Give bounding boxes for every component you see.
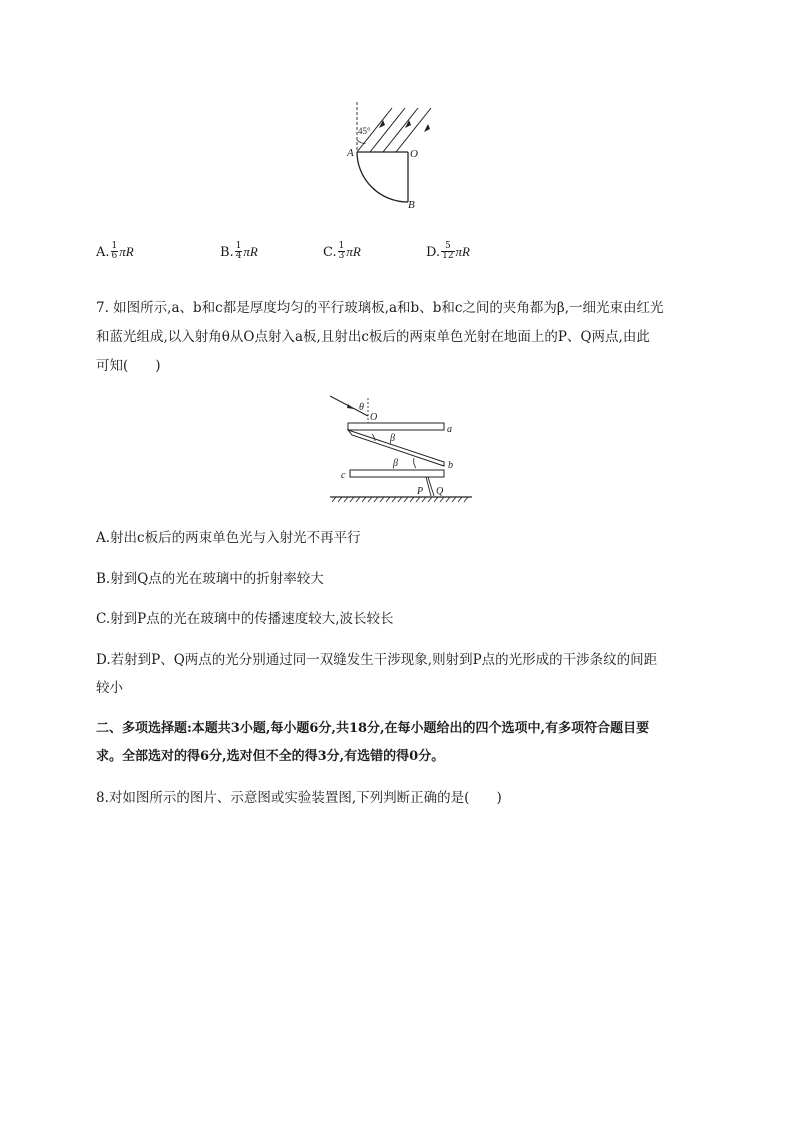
figure-semicircle — [340, 100, 440, 212]
plate-c-label: c — [341, 470, 346, 481]
angle-arc-beta-2 — [414, 458, 416, 468]
plate-a — [348, 423, 444, 430]
q7-option-d-line-1: D.若射到P、Q两点的光分别通过同一双缝发生干涉现象,则射到P点的光形成的干涉条纹的间距 — [96, 652, 658, 668]
arrow-icon — [424, 124, 430, 132]
point-a-label: A — [347, 147, 354, 159]
option-c: C. $\frac{1}{3}$ πR — [323, 241, 361, 261]
point-o-label: O — [370, 412, 378, 423]
point-p-label: P — [417, 486, 424, 497]
plate-b-label: b — [448, 460, 453, 471]
q7-option-a: A.射出c板后的两束单色光与入射光不再平行 — [96, 530, 361, 546]
theta-label: θ — [359, 402, 364, 413]
option-a: A. $\frac{1}{6}$ πR — [96, 241, 134, 261]
section-2-heading-line-1: 二、多项选择题:本题共3小题,每小题6分,共18分,在每小题给出的四个选项中,有多项符合题目要 — [96, 721, 650, 736]
angle-label: 45° — [358, 126, 371, 136]
section-2-heading-line-2: 求。全部选对的得6分,选对但不全的得3分,有选错的得0分。 — [96, 749, 445, 764]
arc-ab — [357, 152, 408, 202]
ground-hatching — [332, 497, 468, 502]
beta-label-1: β — [390, 433, 395, 444]
option-b: B. $\frac{1}{4}$ πR — [220, 241, 258, 261]
question-7-line-1: 7. 如图所示,a、b和c都是厚度均匀的平行玻璃板,a和b、b和c之间的夹角都为β,一细光束由红光 — [96, 300, 664, 316]
q7-option-c: C.射到P点的光在玻璃中的传播速度较大,波长较长 — [96, 611, 394, 627]
plate-a-label: a — [447, 424, 452, 435]
question-7-line-3: 可知( ) — [96, 358, 161, 374]
question-8: 8.对如图所示的图片、示意图或实验装置图,下列判断正确的是( ) — [96, 790, 502, 806]
q7-option-d-line-2: 较小 — [96, 680, 123, 696]
figure-glass-plates — [326, 390, 476, 506]
point-q-label: Q — [436, 486, 444, 497]
arrow-icon — [347, 404, 354, 409]
option-d: D. $\frac{5}{12}$ πR — [426, 241, 471, 261]
point-b-label: B — [408, 199, 415, 211]
plate-c — [350, 470, 444, 477]
point-o-label: O — [410, 148, 418, 160]
q7-option-b: B.射到Q点的光在玻璃中的折射率较大 — [96, 571, 324, 587]
question-7-line-2: 和蓝光组成,以入射角θ从O点射入a板,且射出c板后的两束单色光射在地面上的P、Q两点,由此 — [96, 329, 650, 345]
beta-label-2: β — [393, 458, 398, 469]
light-ray-3 — [383, 108, 418, 152]
light-ray-2 — [370, 108, 405, 152]
